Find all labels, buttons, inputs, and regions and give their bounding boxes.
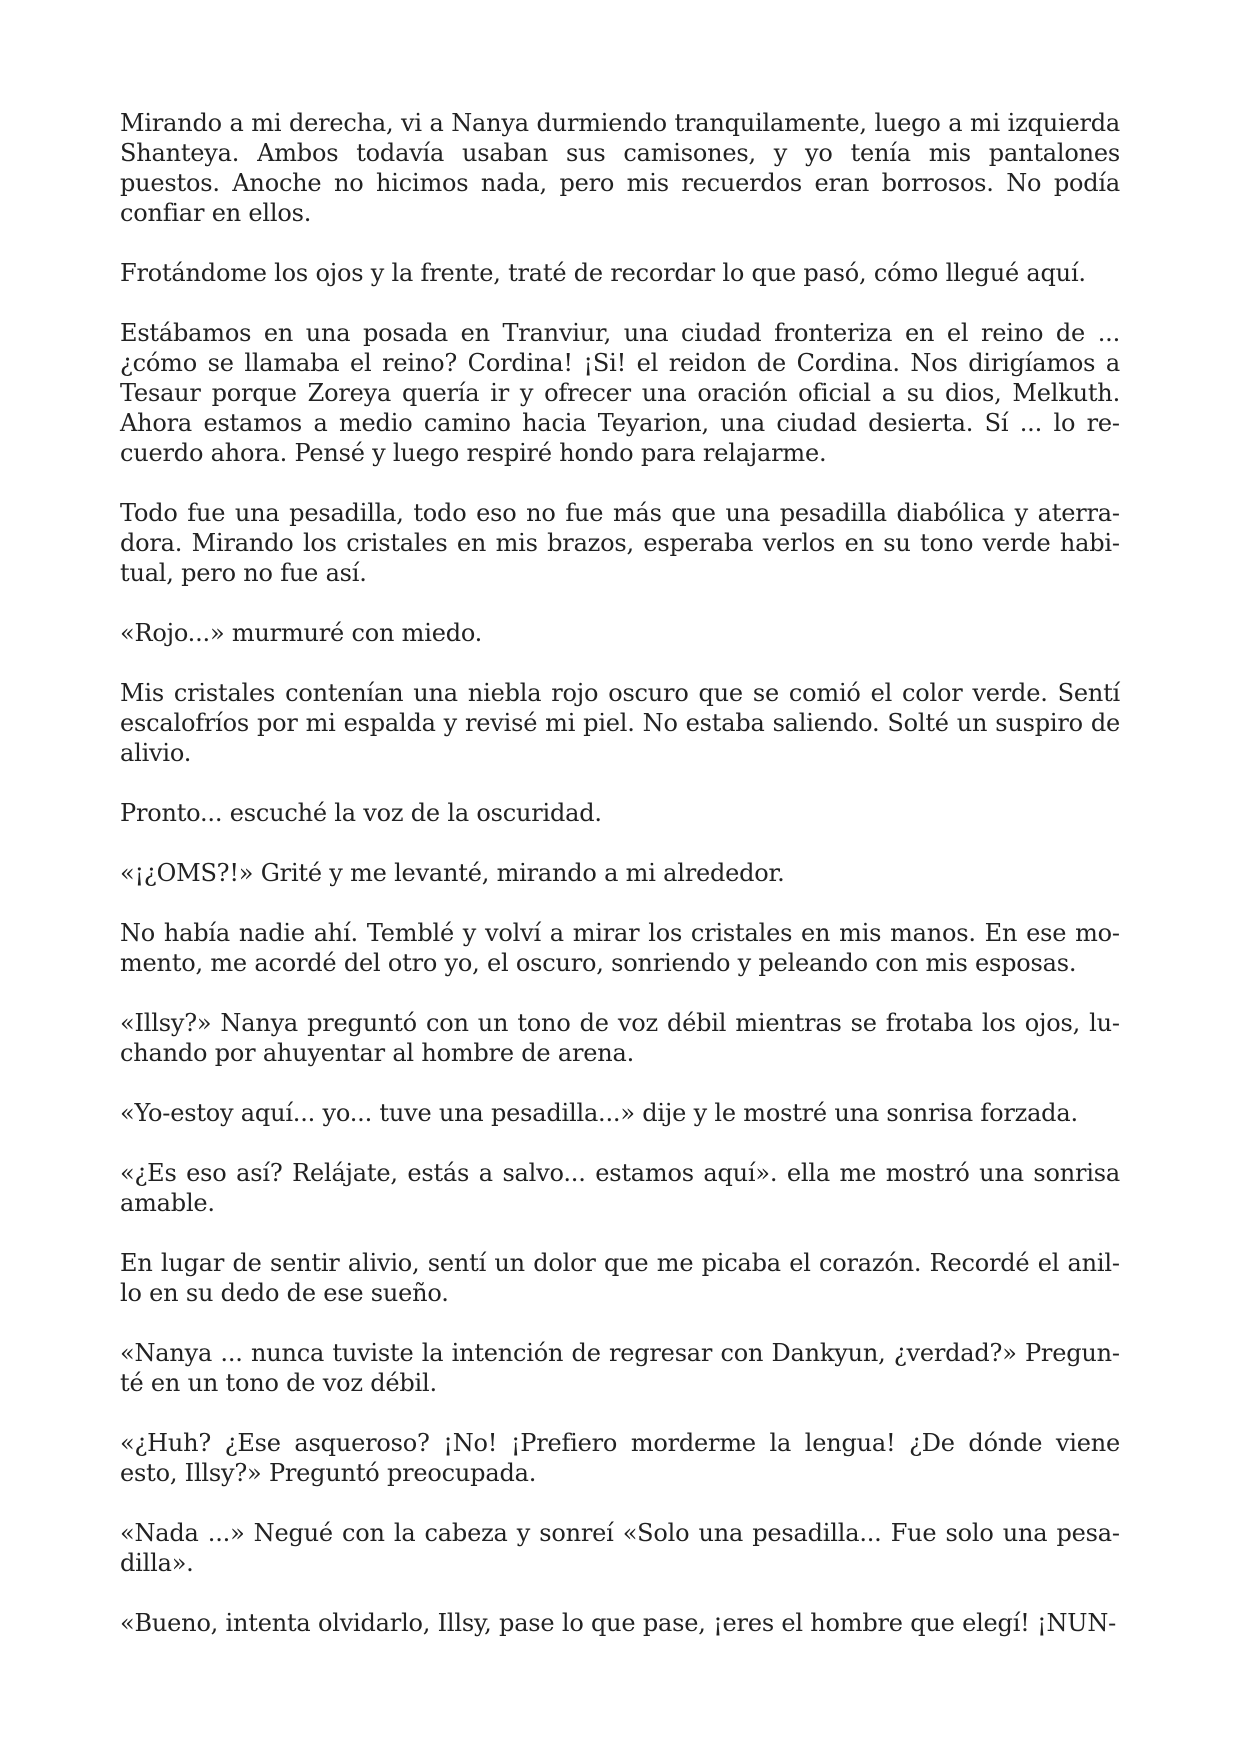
- paragraph-7: Pronto... escuché la voz de la oscuridad.: [120, 799, 602, 827]
- paragraph-5: «Rojo...» murmuré con miedo.: [120, 619, 483, 647]
- document-page: [120, 108, 1120, 1638]
- paragraph-12: «¿Es eso así? Relájate, estás a salvo... estamos aquí». ella me mostró una sonrisa amable.: [120, 1159, 1120, 1217]
- paragraph-9: No había nadie ahí. Temblé y volví a mirar los cristales en mis manos. En ese momento, me acordé del otro yo, el oscuro, sonriendo y peleando con mis esposas.: [120, 919, 1120, 977]
- paragraph-8: «¡¿OMS?!» Grité y me levanté, mirando a mi alrededor.: [120, 859, 785, 887]
- paragraph-17: «Bueno, intenta olvidarlo, Illsy, pase lo que pase, ¡eres el hombre que elegí! ¡NUN-: [120, 1609, 1117, 1637]
- paragraph-14: «Nanya ... nunca tuviste la intención de regresar con Dankyun, ¿verdad?» Pregunté en un tono de voz débil.: [120, 1339, 1120, 1397]
- paragraph-16: «Nada ...» Negué con la cabeza y sonreí «Solo una pesadilla... Fue solo una pesadilla».: [120, 1519, 1120, 1577]
- paragraph-1: Mirando a mi derecha, vi a Nanya durmiendo tranquilamente, luego a mi izquierda Shanteya. Ambos todavía usaban sus camisones, y yo tenía mis pantalones puestos. Anoche no hicimos nada, pero mis recuerdos eran borrosos. No podía confiar en ellos.: [120, 109, 1120, 227]
- paragraph-4: Todo fue una pesadilla, todo eso no fue más que una pesadilla diabólica y aterradora. Mirando los cristales en mis brazos, esperaba verlos en su tono verde habitual, pero no fue así.: [120, 499, 1120, 587]
- paragraph-6: Mis cristales contenían una niebla rojo oscuro que se comió el color verde. Sentí escalofríos por mi espalda y revisé mi piel. No estaba saliendo. Solté un suspiro de alivio.: [120, 679, 1120, 767]
- paragraph-3: Estábamos en una posada en Tranviur, una ciudad fronteriza en el reino de ... ¿cómo se llamaba el reino? Cordina! ¡Si! el reidon de Cordina. Nos dirigíamos a Tesaur porque Zoreya quería ir y ofrecer una oración oficial a su dios, Melkuth. Ahora estamos a medio camino hacia Teyarion, una ciudad desierta. Sí ... lo recuerdo ahora. Pensé y luego respiré hondo para relajarme.: [120, 319, 1120, 467]
- paragraph-15: «¿Huh? ¿Ese asqueroso? ¡No! ¡Prefiero morderme la lengua! ¿De dónde viene esto, Illsy?» Preguntó preocupada.: [120, 1429, 1120, 1487]
- paragraph-13: En lugar de sentir alivio, sentí un dolor que me picaba el corazón. Recordé el anillo en su dedo de ese sueño.: [120, 1249, 1120, 1307]
- paragraph-2: Frotándome los ojos y la frente, traté de recordar lo que pasó, cómo llegué aquí.: [120, 259, 1086, 287]
- paragraph-10: «Illsy?» Nanya preguntó con un tono de voz débil mientras se frotaba los ojos, luchando por ahuyentar al hombre de arena.: [120, 1009, 1120, 1067]
- paragraph-11: «Yo-estoy aquí... yo... tuve una pesadilla...» dije y le mostré una sonrisa forzada.: [120, 1099, 1078, 1127]
